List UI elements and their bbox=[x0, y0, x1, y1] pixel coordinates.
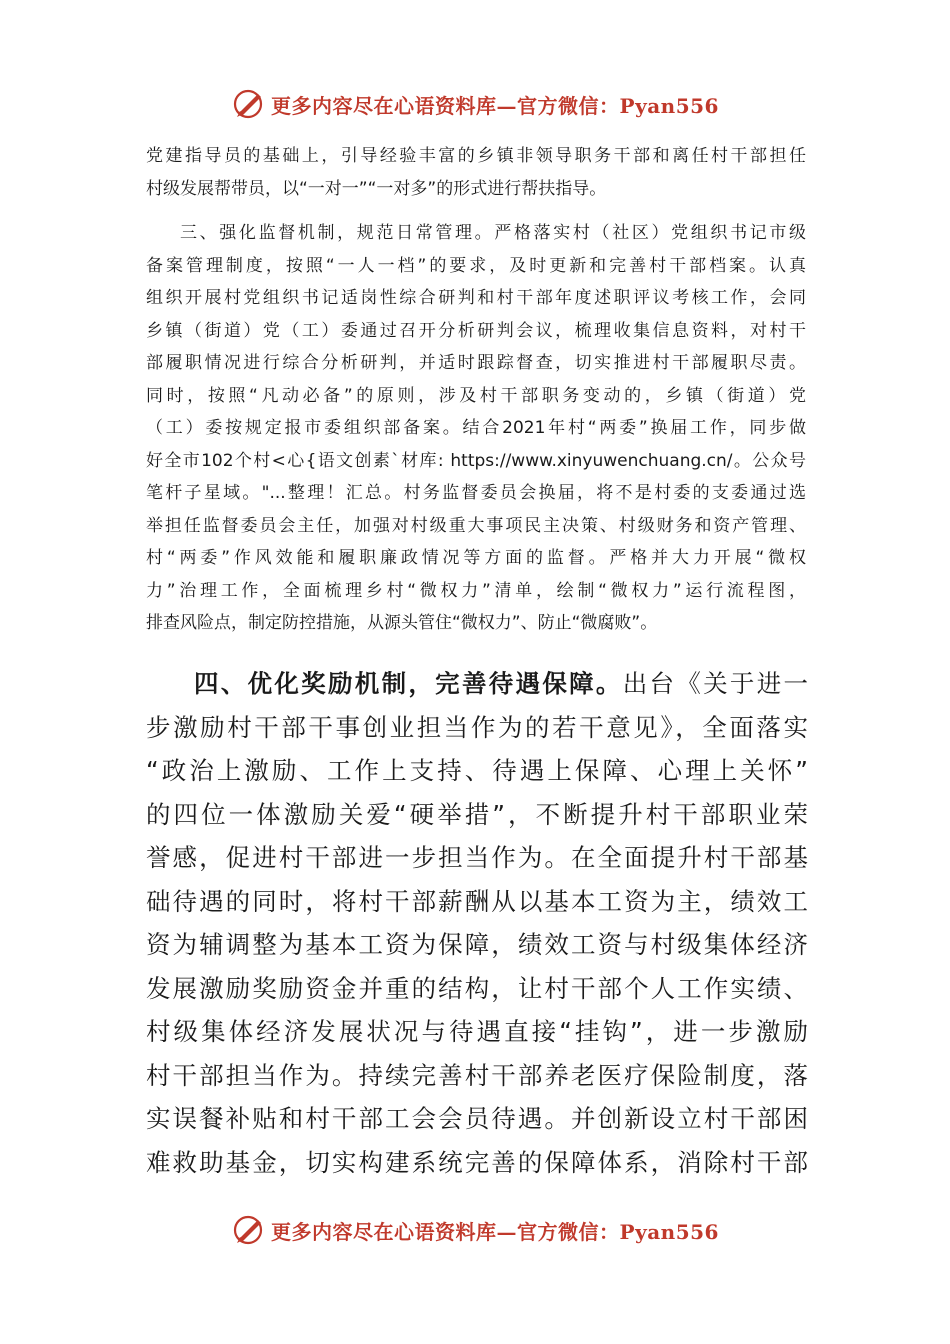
text-line: 三、强化监督机制，规范日常管理。严格落实村（社区）党组织书记市级 bbox=[180, 223, 806, 243]
text-line: 党建指导员的基础上，引导经验丰富的乡镇非领导职务干部和离任村干部担任 bbox=[146, 146, 806, 166]
text-line: 发展激励奖励资金并重的结构，让村干部个人工作实绩、 bbox=[146, 973, 808, 1003]
text-line: 力”治理工作，全面梳理乡村“微权力”清单，绘制“微权力”运行流程图， bbox=[146, 580, 806, 601]
text-line: 同时，按照“凡动必备”的原则，涉及村干部职务变动的，乡镇（街道）党 bbox=[146, 385, 806, 406]
text-line: 组织开展村党组织书记适岗性综合研判和村干部年度述职评议考核工作，会同 bbox=[146, 288, 806, 308]
text-line: 难救助基金，切实构建系统完善的保障体系，消除村干部 bbox=[146, 1147, 808, 1177]
text-line: 资为辅调整为基本工资为保障，绩效工资与村级集体经济 bbox=[146, 930, 808, 959]
text-line: 笔杆子星域。"...整理！汇总。村务监督委员会换届，将不是村委的支委通过选 bbox=[146, 483, 806, 503]
banner-text: 更多内容尽在心语资料库—官方微信：Pyan556 bbox=[271, 93, 719, 118]
text-line: 备案管理制度，按照“一人一档”的要求，及时更新和完善村干部档案。认真 bbox=[146, 255, 806, 276]
text-line: 举担任监督委员会主任，加强对村级重大事项民主决策、村级财务和资产管理、 bbox=[146, 515, 806, 536]
text-line: 村级集体经济发展状况与待遇直接“挂钩”，进一步激励 bbox=[146, 1017, 808, 1046]
text-line: 好全市102个村<心{语文创素`材库: https://www.xinyuwenchuang.cn/。公众号 bbox=[146, 450, 806, 471]
text-line: 村“两委”作风效能和履职廉政情况等方面的监督。严格并大力开展“微权 bbox=[146, 548, 806, 568]
text-line: （工）委按规定报市委组织部备案。结合2021年村“两委”换届工作，同步做 bbox=[146, 418, 806, 438]
text-line: 誉感，促进村干部进一步担当作为。在全面提升村干部基 bbox=[146, 843, 808, 872]
paragraph-four bbox=[146, 662, 808, 1184]
pen-logo-icon bbox=[231, 86, 267, 122]
heading-line-rest: 出台《关于进一 bbox=[622, 669, 809, 698]
text-line: 步激励村干部干事创业担当作为的若干意见》，全面落实 bbox=[146, 712, 808, 742]
paragraph-three bbox=[146, 217, 806, 640]
pen-logo-icon bbox=[231, 1212, 267, 1248]
text-line: 排查风险点，制定防控措施，从源头管住“微权力”、防止“微腐败”。 bbox=[146, 613, 658, 633]
banner-text: 更多内容尽在心语资料库—官方微信：Pyan556 bbox=[271, 1219, 719, 1244]
text-line: 乡镇（街道）党（工）委通过召开分析研判会议，梳理收集信息资料，对村干 bbox=[146, 320, 806, 341]
paragraph-continuation bbox=[146, 140, 806, 205]
section-heading: 四、优化奖励机制，完善待遇保障。 bbox=[194, 669, 623, 698]
text-line: 村干部担当作为。持续完善村干部养老医疗保险制度，落 bbox=[146, 1060, 808, 1090]
text-line: 村级发展帮带员，以“一对一”“一对多”的形式进行帮扶指导。 bbox=[146, 178, 607, 199]
text-line bbox=[146, 662, 808, 706]
text-line: 部履职情况进行综合分析研判，并适时跟踪督查，切实推进村干部履职尽责。 bbox=[146, 353, 806, 373]
header-watermark-banner bbox=[0, 84, 950, 124]
footer-watermark-banner bbox=[0, 1210, 950, 1250]
text-line: 础待遇的同时，将村干部薪酬从以基本工资为主，绩效工 bbox=[146, 886, 808, 916]
text-line: “政治上激励、工作上支持、待遇上保障、心理上关怀” bbox=[146, 756, 808, 785]
text-line: 的四位一体激励关爱“硬举措”，不断提升村干部职业荣 bbox=[146, 799, 808, 829]
text-line: 实误餐补贴和村干部工会会员待遇。并创新设立村干部困 bbox=[146, 1104, 808, 1133]
